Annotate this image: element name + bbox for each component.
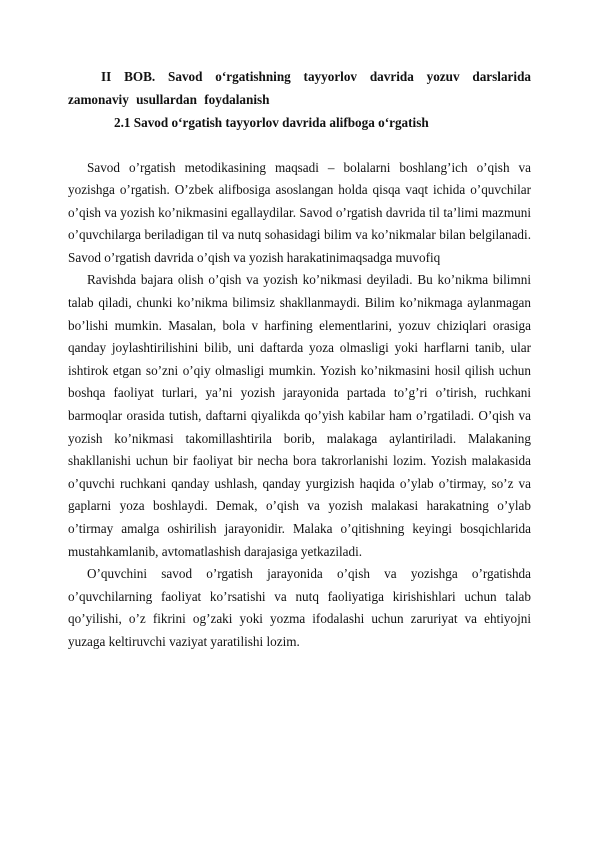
paragraph-2: Ravishda bajara olish o’qish va yozish ko’nikmasi deyiladi. Bu ko’nikma bilimni talab qiladi, chunki ko’nikma bilimsiz shakllanmaydi. Bilim ko’nikmaga aylanmagan bo’lishi mumkin. Masalan, bola v harfining elementlarini, yozuv chiziqlari orasiga qanday joylashtirilishini bilib, uni daftarda yoza olmasligi yoki harflarni tanib, ular ishtirok etgan so’zni o’qiy olmasligi mumkin. Yozish ko’nikmasini hosil qilish uchun boshqa faoliyat turlari, ya’ni yozish jarayonida partada to’g’ri o’tirish, ruchkani barmoqlar orasida tutish, daftarni qiyalikda qo’yish kabilar ham o’rgatiladi. O’qish va yozish ko’nikmasi takomillashtirila borib, malakaga aylantiriladi. Malakaning shakllanishi uchun bir faoliyat bir necha bora takrorlanishi lozim. Yozish malakasida o’quvchi ruchkani qanday ushlash, qanday yurgizish haqida o’ylab o’tirmay, so’z va gaplarni yoza boshlaydi. Demak, o’qish va yozish malakasi harakatning o’ylab o’tirmay amalga oshirilish jarayonidir. Malaka o’qitishning keyingi bosqichlarida mustahkamlanib, avtomatlashish darajasiga yetkaziladi. <box>68 272 531 559</box>
document-page <box>68 66 531 654</box>
paragraph-3: O’quvchini savod o’rgatish jarayonida o’qish va yozishga o’rgatishda o’quvchilarning faoliyat ko’rsatishi va nutq faoliyatiga kirishishlari uchun talab qo’yilishi, o’z fikrini og’zaki yoki yozma ifodalashi uchun zaruriyat va ehtiyojni yuzaga keltiruvchi vaziyat yaratilishi lozim. <box>68 566 531 649</box>
chapter-heading: II BOB. Savod o‘rgatishning tayyorlov davrida yozuv darslarida zamonaviy usullardan foydalanish <box>68 69 531 107</box>
section-heading: 2.1 Savod o‘rgatish tayyorlov davrida alifboga o‘rgatish <box>114 115 429 130</box>
heading-spacer <box>68 135 531 157</box>
paragraph-1: Savod o’rgatish metodikasining maqsadi – bolalarni boshlang’ich o’qish va yozishga o’rgatish. O’zbek alifbosiga asoslangan holda qisqa vaqt ichida o’quvchilar o’qish va yozish ko’nikmasini egallaydilar. Savod o’rgatish davrida til ta’limi mazmuni o’quvchilarga beriladigan til va nutq sohasidagi bilim va ko’nikmalar bilan belgilanadi. Savod o’rgatish davrida o’qish va yozish harakatinimaqsadga muvofiq <box>68 159 531 265</box>
